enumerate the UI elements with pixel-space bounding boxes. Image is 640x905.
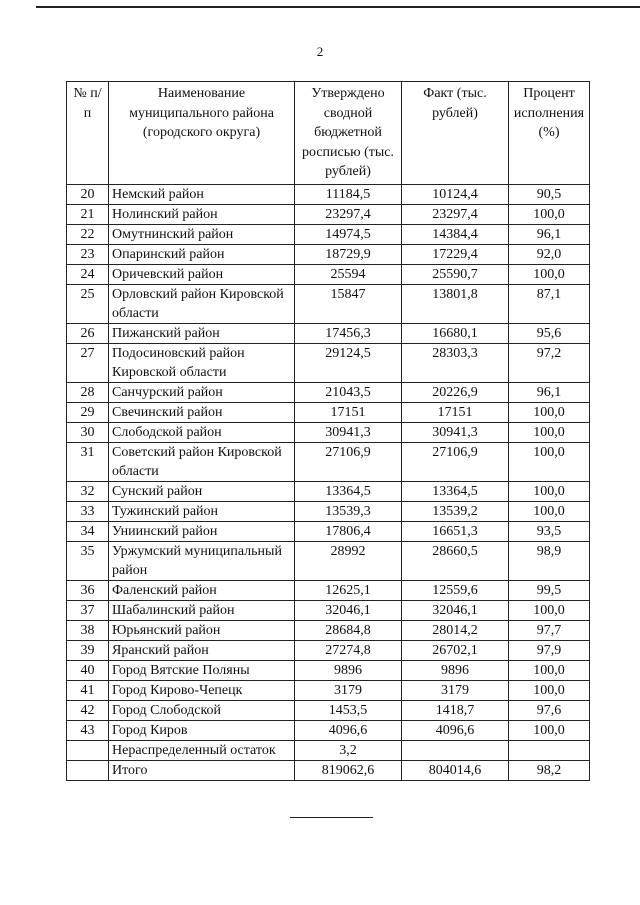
execution-percent <box>509 740 590 760</box>
approved-amount: 28684,8 <box>295 620 402 640</box>
execution-percent: 93,5 <box>509 521 590 541</box>
fact-amount: 4096,6 <box>402 720 509 740</box>
fact-amount: 804014,6 <box>402 760 509 780</box>
fact-amount: 3179 <box>402 680 509 700</box>
row-number: 26 <box>67 323 109 343</box>
execution-percent: 98,2 <box>509 760 590 780</box>
district-name: Город Слободской <box>109 700 295 720</box>
row-number <box>67 760 109 780</box>
approved-amount: 4096,6 <box>295 720 402 740</box>
approved-amount: 23297,4 <box>295 204 402 224</box>
execution-percent: 97,9 <box>509 640 590 660</box>
district-name: Юрьянский район <box>109 620 295 640</box>
execution-percent: 97,2 <box>509 343 590 382</box>
district-name: Итого <box>109 760 295 780</box>
fact-amount: 13364,5 <box>402 481 509 501</box>
execution-percent: 96,1 <box>509 382 590 402</box>
budget-execution-table <box>66 81 590 781</box>
approved-amount: 21043,5 <box>295 382 402 402</box>
header-approved: Утверждено сводной бюджетной росписью (тыс. рублей) <box>295 82 402 185</box>
district-name: Униинский район <box>109 521 295 541</box>
approved-amount: 11184,5 <box>295 184 402 204</box>
fact-amount: 9896 <box>402 660 509 680</box>
table-row <box>67 343 590 382</box>
fact-amount: 1418,7 <box>402 700 509 720</box>
row-number: 24 <box>67 264 109 284</box>
approved-amount: 28992 <box>295 541 402 580</box>
district-name: Город Киров <box>109 720 295 740</box>
approved-amount: 27106,9 <box>295 442 402 481</box>
table-row <box>67 600 590 620</box>
fact-amount <box>402 740 509 760</box>
row-number: 30 <box>67 422 109 442</box>
row-number: 20 <box>67 184 109 204</box>
row-number: 35 <box>67 541 109 580</box>
execution-percent: 100,0 <box>509 600 590 620</box>
table-row <box>67 740 590 760</box>
top-border-line <box>36 6 640 8</box>
execution-percent: 99,5 <box>509 580 590 600</box>
row-number: 41 <box>67 680 109 700</box>
district-name: Нераспределенный остаток <box>109 740 295 760</box>
fact-amount: 16651,3 <box>402 521 509 541</box>
execution-percent: 100,0 <box>509 442 590 481</box>
table-row <box>67 442 590 481</box>
district-name: Омутнинский район <box>109 224 295 244</box>
fact-amount: 32046,1 <box>402 600 509 620</box>
district-name: Уржумский муниципальный район <box>109 541 295 580</box>
approved-amount: 3179 <box>295 680 402 700</box>
fact-amount: 17229,4 <box>402 244 509 264</box>
approved-amount: 17806,4 <box>295 521 402 541</box>
fact-amount: 14384,4 <box>402 224 509 244</box>
row-number <box>67 740 109 760</box>
approved-amount: 3,2 <box>295 740 402 760</box>
execution-percent: 100,0 <box>509 660 590 680</box>
fact-amount: 20226,9 <box>402 382 509 402</box>
row-number: 39 <box>67 640 109 660</box>
execution-percent: 87,1 <box>509 284 590 323</box>
row-number: 28 <box>67 382 109 402</box>
district-name: Сунский район <box>109 481 295 501</box>
fact-amount: 17151 <box>402 402 509 422</box>
district-name: Опаринский район <box>109 244 295 264</box>
table-row <box>67 720 590 740</box>
row-number: 40 <box>67 660 109 680</box>
execution-percent: 100,0 <box>509 481 590 501</box>
district-name: Фаленский район <box>109 580 295 600</box>
execution-percent: 97,6 <box>509 700 590 720</box>
district-name: Слободской район <box>109 422 295 442</box>
execution-percent: 100,0 <box>509 720 590 740</box>
execution-percent: 100,0 <box>509 264 590 284</box>
execution-percent: 97,7 <box>509 620 590 640</box>
execution-percent: 100,0 <box>509 422 590 442</box>
row-number: 32 <box>67 481 109 501</box>
fact-amount: 26702,1 <box>402 640 509 660</box>
district-name: Немский район <box>109 184 295 204</box>
approved-amount: 17151 <box>295 402 402 422</box>
header-fact: Факт (тыс. рублей) <box>402 82 509 185</box>
approved-amount: 32046,1 <box>295 600 402 620</box>
approved-amount: 15847 <box>295 284 402 323</box>
row-number: 25 <box>67 284 109 323</box>
table-row <box>67 264 590 284</box>
execution-percent: 95,6 <box>509 323 590 343</box>
header-number: № п/п <box>67 82 109 185</box>
approved-amount: 13364,5 <box>295 481 402 501</box>
execution-percent: 98,9 <box>509 541 590 580</box>
approved-amount: 14974,5 <box>295 224 402 244</box>
approved-amount: 1453,5 <box>295 700 402 720</box>
table-row <box>67 501 590 521</box>
table-row <box>67 640 590 660</box>
table-row <box>67 680 590 700</box>
table-row <box>67 660 590 680</box>
row-number: 42 <box>67 700 109 720</box>
approved-amount: 25594 <box>295 264 402 284</box>
row-number: 29 <box>67 402 109 422</box>
table-row <box>67 580 590 600</box>
row-number: 27 <box>67 343 109 382</box>
district-name: Шабалинский район <box>109 600 295 620</box>
district-name: Советский район Кировской области <box>109 442 295 481</box>
table-row <box>67 541 590 580</box>
table-row <box>67 204 590 224</box>
district-name: Орловский район Кировской области <box>109 284 295 323</box>
approved-amount: 18729,9 <box>295 244 402 264</box>
fact-amount: 10124,4 <box>402 184 509 204</box>
fact-amount: 23297,4 <box>402 204 509 224</box>
fact-amount: 28660,5 <box>402 541 509 580</box>
table-row <box>67 521 590 541</box>
execution-percent: 96,1 <box>509 224 590 244</box>
table-row <box>67 284 590 323</box>
row-number: 37 <box>67 600 109 620</box>
row-number: 36 <box>67 580 109 600</box>
table-row <box>67 700 590 720</box>
row-number: 33 <box>67 501 109 521</box>
row-number: 22 <box>67 224 109 244</box>
fact-amount: 25590,7 <box>402 264 509 284</box>
approved-amount: 17456,3 <box>295 323 402 343</box>
district-name: Санчурский район <box>109 382 295 402</box>
page-number: 2 <box>316 44 324 59</box>
table-row <box>67 402 590 422</box>
table-row <box>67 620 590 640</box>
fact-amount: 28303,3 <box>402 343 509 382</box>
header-percent: Процент исполнения (%) <box>509 82 590 185</box>
table-header-row <box>67 82 590 185</box>
fact-amount: 16680,1 <box>402 323 509 343</box>
table-row <box>67 224 590 244</box>
table-row <box>67 244 590 264</box>
table-row <box>67 422 590 442</box>
district-name: Свечинский район <box>109 402 295 422</box>
row-number: 38 <box>67 620 109 640</box>
fact-amount: 30941,3 <box>402 422 509 442</box>
district-name: Город Кирово-Чепецк <box>109 680 295 700</box>
execution-percent: 100,0 <box>509 501 590 521</box>
district-name: Яранский район <box>109 640 295 660</box>
district-name: Город Вятские Поляны <box>109 660 295 680</box>
table-row <box>67 481 590 501</box>
execution-percent: 90,5 <box>509 184 590 204</box>
district-name: Оричевский район <box>109 264 295 284</box>
approved-amount: 27274,8 <box>295 640 402 660</box>
table-row <box>67 184 590 204</box>
row-number: 21 <box>67 204 109 224</box>
row-number: 23 <box>67 244 109 264</box>
execution-percent: 100,0 <box>509 402 590 422</box>
fact-amount: 28014,2 <box>402 620 509 640</box>
table-row <box>67 382 590 402</box>
approved-amount: 13539,3 <box>295 501 402 521</box>
header-district-name: Наименование муниципального района (городского округа) <box>109 82 295 185</box>
district-name: Нолинский район <box>109 204 295 224</box>
district-name: Подосиновский район Кировской области <box>109 343 295 382</box>
table-row <box>67 760 590 780</box>
row-number: 34 <box>67 521 109 541</box>
row-number: 43 <box>67 720 109 740</box>
bottom-separator-line <box>290 817 373 818</box>
fact-amount: 13801,8 <box>402 284 509 323</box>
fact-amount: 12559,6 <box>402 580 509 600</box>
approved-amount: 30941,3 <box>295 422 402 442</box>
approved-amount: 819062,6 <box>295 760 402 780</box>
district-name: Пижанский район <box>109 323 295 343</box>
table-row <box>67 323 590 343</box>
approved-amount: 12625,1 <box>295 580 402 600</box>
execution-percent: 92,0 <box>509 244 590 264</box>
execution-percent: 100,0 <box>509 680 590 700</box>
fact-amount: 13539,2 <box>402 501 509 521</box>
district-name: Тужинский район <box>109 501 295 521</box>
approved-amount: 29124,5 <box>295 343 402 382</box>
execution-percent: 100,0 <box>509 204 590 224</box>
row-number: 31 <box>67 442 109 481</box>
fact-amount: 27106,9 <box>402 442 509 481</box>
approved-amount: 9896 <box>295 660 402 680</box>
